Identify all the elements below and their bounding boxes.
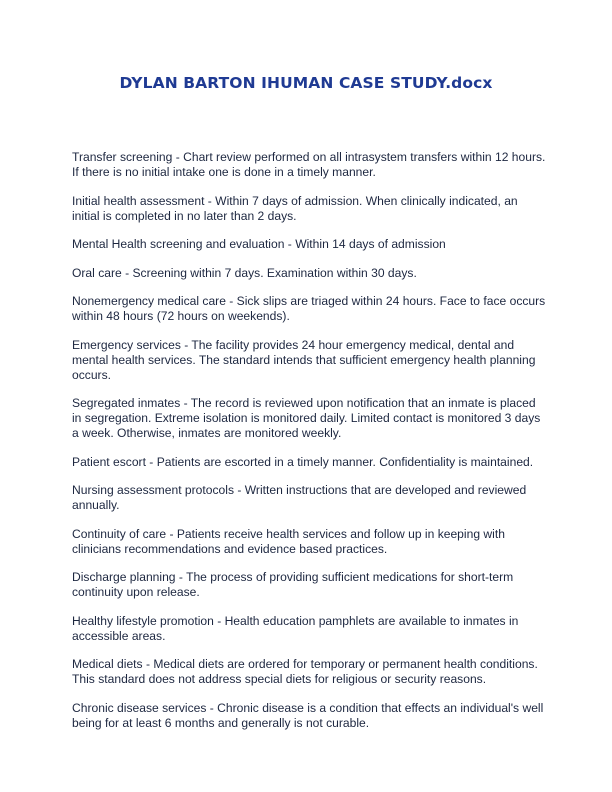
paragraph-continuity-of-care: Continuity of care - Patients receive health services and follow up in keeping with clinicians recommendations and evidence based practices. (72, 526, 505, 556)
paragraph-medical-diets: Medical diets - Medical diets are ordered for temporary or permanent health conditions. This standard does not address special diets for religious or security reasons. (72, 657, 538, 686)
paragraph-nonemergency-medical-care: Nonemergency medical care - Sick slips are triaged within 24 hours. Face to face occurs within 48 hours (72 hours on weekends). (72, 294, 546, 323)
paragraph-segregated-inmates: Segregated inmates - The record is reviewed upon notification that an inmate is placed in segregation. Extreme isolation is monitored daily. Limited contact is monitored 3 days a week. Otherwise, inmates are monitored weekly. (72, 396, 541, 440)
paragraph-healthy-lifestyle-promotion: Healthy lifestyle promotion - Health education pamphlets are available to inmates in accessible areas. (72, 613, 519, 643)
paragraph-oral-care: Oral care - Screening within 7 days. Examination within 30 days. (72, 265, 417, 280)
paragraph-nursing-assessment-protocols: Nursing assessment protocols - Written instructions that are developed and reviewed annually. (72, 483, 527, 512)
document-body (72, 150, 548, 744)
paragraph-discharge-planning: Discharge planning - The process of providing sufficient medications for short-term continuity upon release. (72, 570, 514, 599)
paragraph-initial-health-assessment: Initial health assessment - Within 7 days of admission. When clinically indicated, an initial is completed in no later than 2 days. (72, 193, 518, 223)
document-title: DYLAN BARTON IHUMAN CASE STUDY.docx (119, 74, 493, 92)
paragraph-patient-escort: Patient escort - Patients are escorted in a timely manner. Confidentiality is maintained. (72, 454, 534, 469)
paragraph-mental-health-screening: Mental Health screening and evaluation - Within 14 days of admission (72, 237, 446, 251)
paragraph-transfer-screening: Transfer screening - Chart review performed on all intrasystem transfers within 12 hours. If there is no initial intake one is done in a timely manner. (72, 150, 546, 179)
paragraph-emergency-services: Emergency services - The facility provides 24 hour emergency medical, dental and mental health services. The standard intends that sufficient emergency health planning occurs. (72, 337, 536, 382)
paragraph-chronic-disease-services: Chronic disease services - Chronic disease is a condition that effects an individual's well being for at least 6 months and generally is not curable. (72, 700, 544, 730)
